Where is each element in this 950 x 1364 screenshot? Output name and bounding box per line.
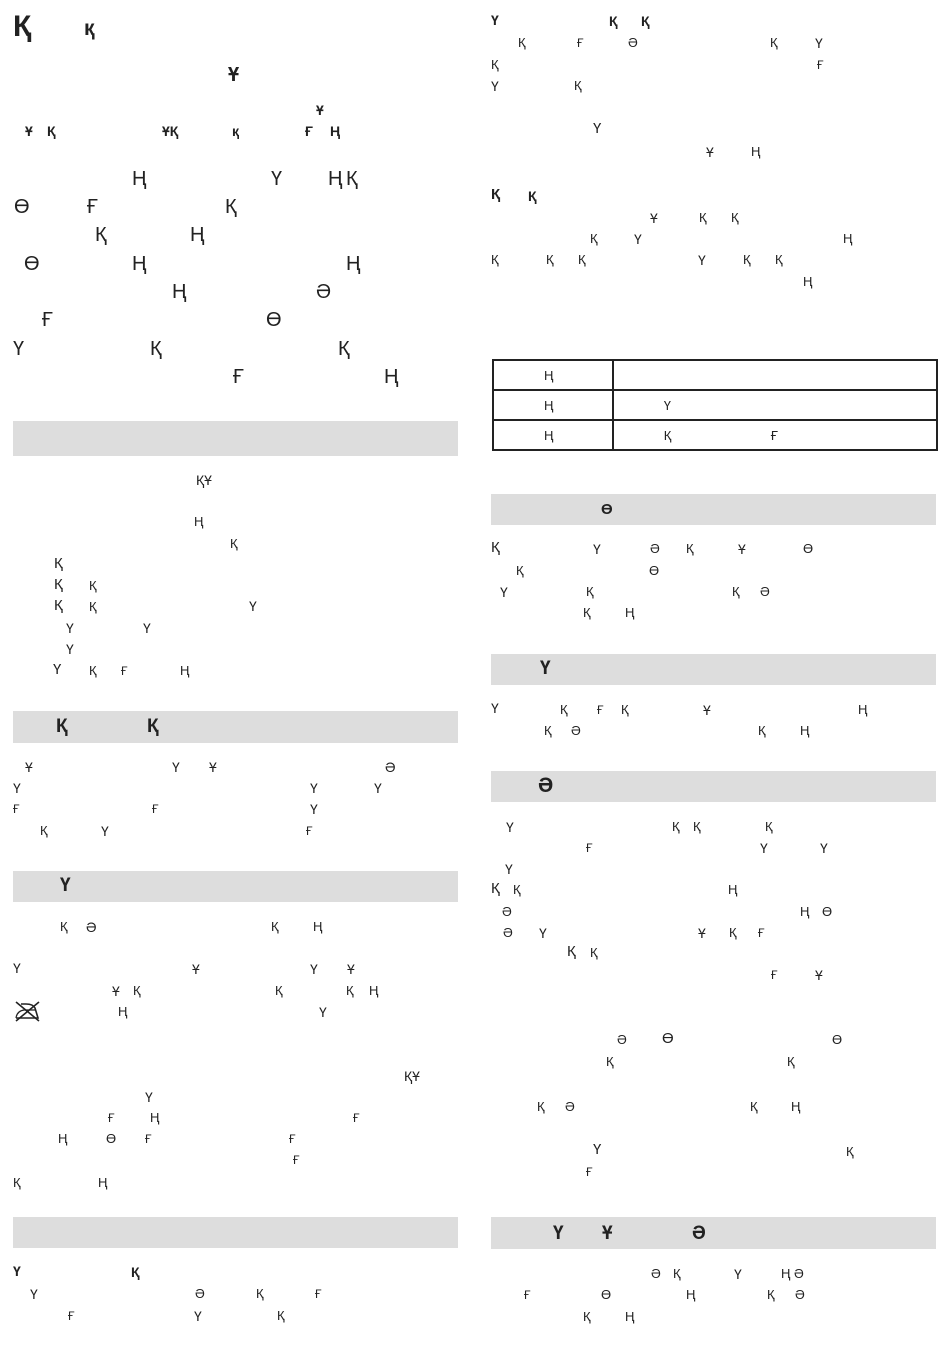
header-glyph: Ұ — [228, 64, 240, 86]
text-glyph: Ү — [172, 759, 180, 775]
text-glyph: Қ — [758, 723, 766, 738]
text-glyph: Ң — [194, 514, 204, 529]
section-heading-glyph: Қ — [56, 716, 68, 737]
text-glyph: Ү — [820, 840, 828, 856]
text-glyph: Ү — [593, 1141, 602, 1158]
text-glyph: Қ — [491, 880, 500, 897]
text-glyph: Қ — [578, 252, 586, 267]
text-glyph: Ү — [194, 1308, 202, 1324]
text-glyph: Ғ — [68, 1309, 75, 1323]
text-glyph: Ү — [143, 620, 151, 636]
text-glyph: Ү — [374, 780, 382, 796]
section-heading-glyph: Ө — [601, 501, 613, 518]
subheading-glyph: Қ — [491, 186, 501, 203]
text-glyph: Қ — [609, 13, 618, 29]
text-glyph: Қ — [641, 13, 650, 29]
section-heading-band — [13, 711, 458, 743]
text-glyph: Ғ — [42, 309, 53, 331]
text-glyph: Қ — [150, 338, 162, 360]
text-glyph: Ө — [24, 253, 40, 275]
subheading-glyph: Қ — [528, 188, 537, 204]
text-glyph: Қ — [846, 1144, 854, 1159]
text-glyph: Қ — [491, 57, 499, 72]
section-heading-glyph: Ә — [692, 1223, 706, 1244]
text-glyph: Ө — [662, 1030, 674, 1047]
text-glyph: Ө — [803, 541, 814, 556]
header-glyph: ҰҚ — [162, 123, 179, 139]
text-glyph: Ғ — [771, 968, 778, 982]
text-glyph: Ұ — [112, 983, 120, 999]
text-glyph: Ұ — [738, 541, 746, 557]
text-glyph: Ә — [571, 723, 581, 738]
text-glyph: Ә — [795, 1287, 805, 1302]
text-glyph: Ү — [13, 960, 21, 976]
text-glyph: Қ — [275, 983, 283, 998]
text-glyph: Ң — [132, 168, 147, 190]
text-glyph: Ұ — [25, 759, 33, 775]
text-glyph: Ғ — [121, 664, 128, 678]
text-glyph: Ө — [266, 309, 282, 331]
text-glyph: Ғ — [586, 1165, 593, 1179]
text-glyph: Ә — [502, 904, 512, 919]
text-glyph: Ә — [195, 1286, 205, 1301]
text-glyph: Ү — [249, 598, 257, 614]
text-glyph: Ғ — [577, 36, 584, 50]
text-glyph: Ң — [150, 1110, 160, 1125]
text-glyph: Ң — [800, 904, 810, 919]
text-glyph: Ө — [14, 196, 30, 218]
text-glyph: Ң — [781, 1266, 791, 1281]
text-glyph: Қ — [731, 210, 739, 225]
text-glyph: Қ — [338, 338, 350, 360]
text-glyph: Қ — [54, 576, 63, 593]
text-glyph: Қ — [770, 35, 778, 50]
text-glyph: ҚҰ — [404, 1068, 420, 1084]
text-glyph: Қ — [606, 1054, 614, 1069]
text-glyph: Қ — [346, 983, 354, 998]
text-glyph: Ү — [593, 541, 601, 557]
text-glyph: Қ — [225, 196, 237, 218]
text-glyph: Қ — [673, 1266, 681, 1281]
text-glyph: Ү — [505, 861, 513, 877]
table-cell: Қ Ғ — [613, 420, 937, 450]
text-glyph: Ү — [319, 1004, 327, 1020]
text-glyph: Ң — [328, 168, 343, 190]
text-glyph: Ғ — [524, 1288, 531, 1302]
text-glyph: Ұ — [650, 210, 658, 226]
text-glyph: Ң — [132, 253, 147, 275]
text-glyph: Ғ — [289, 1132, 296, 1146]
text-glyph: Ө — [649, 563, 660, 578]
text-glyph: Қ — [544, 723, 552, 738]
text-glyph: Қ — [767, 1287, 775, 1302]
text-glyph: Қ — [491, 252, 499, 267]
text-glyph: Ү — [66, 641, 74, 657]
text-glyph: Қ — [131, 1264, 140, 1280]
text-glyph: Ң — [800, 723, 810, 738]
text-glyph: Қ — [750, 1099, 758, 1114]
text-glyph: Ү — [539, 925, 547, 941]
text-glyph: Қ — [95, 224, 107, 246]
text-glyph: Қ — [686, 541, 694, 556]
text-glyph: Ә — [503, 925, 513, 940]
header-glyph: Ұ — [316, 102, 324, 118]
section-heading-glyph: Ү — [540, 658, 551, 679]
text-glyph: Ү — [13, 780, 21, 796]
text-glyph: Ң — [384, 366, 399, 388]
section-heading-band — [13, 1217, 458, 1248]
text-glyph: Қ — [590, 231, 598, 246]
text-glyph: Ү — [698, 252, 706, 268]
text-glyph: Қ — [586, 584, 594, 599]
text-glyph: Ң — [98, 1175, 108, 1190]
text-glyph: Ү — [760, 840, 768, 856]
text-glyph: Қ — [89, 663, 97, 678]
text-glyph: Ң — [346, 253, 361, 275]
text-glyph: Ү — [491, 700, 499, 716]
text-glyph: Ү — [66, 620, 74, 636]
text-glyph: Ө — [106, 1131, 117, 1146]
text-glyph: Ә — [385, 759, 396, 775]
text-glyph: Ң — [803, 274, 813, 289]
section-heading-glyph: Қ — [147, 716, 159, 737]
table-row — [493, 390, 937, 420]
table-cell: Ң — [493, 390, 613, 420]
text-glyph: Ө — [832, 1032, 843, 1047]
text-glyph: Ң — [190, 224, 205, 246]
text-glyph: Қ — [583, 605, 591, 620]
text-glyph: Ү — [310, 780, 318, 796]
text-glyph: Қ — [583, 1309, 591, 1324]
text-glyph: Ү — [310, 961, 318, 977]
text-glyph: Қ — [54, 597, 63, 614]
text-glyph: Ғ — [233, 366, 244, 388]
text-glyph: Ү — [53, 661, 62, 678]
text-glyph: Ұ — [698, 925, 706, 941]
text-glyph: Қ — [567, 943, 576, 960]
text-glyph: Ұ — [209, 759, 217, 775]
text-glyph: Ң — [686, 1287, 696, 1302]
text-glyph: Ң — [751, 144, 761, 159]
table-cell: Ү — [613, 390, 937, 420]
text-glyph: Ү — [734, 1266, 742, 1282]
text-glyph: Қ — [40, 823, 48, 838]
text-glyph: Ұ — [192, 961, 200, 977]
text-glyph: Ә — [86, 919, 97, 935]
text-glyph: Қ — [787, 1054, 795, 1069]
text-glyph: Ү — [506, 819, 514, 835]
text-glyph: Ң — [843, 231, 853, 246]
text-glyph: Қ — [89, 578, 97, 593]
table-row — [493, 420, 937, 450]
title-glyph: Қ — [13, 10, 32, 43]
text-glyph: Ү — [271, 168, 283, 190]
text-glyph: Қ — [89, 599, 97, 614]
text-glyph: Қ — [672, 819, 680, 834]
text-glyph: Қ — [256, 1286, 264, 1301]
section-heading-band — [13, 421, 458, 456]
header-glyph: Ғ — [305, 123, 313, 139]
section-heading-glyph: Ұ — [602, 1223, 613, 1244]
text-glyph: Ү — [145, 1089, 153, 1105]
section-heading-glyph: Ү — [60, 875, 71, 896]
text-glyph: Қ — [54, 555, 63, 572]
text-glyph: Қ — [516, 563, 524, 578]
text-glyph: Ү — [310, 801, 318, 817]
text-glyph: Ң — [625, 605, 635, 620]
text-glyph: Қ — [230, 536, 238, 551]
text-glyph: Ғ — [315, 1287, 322, 1301]
table-cell: Ң — [493, 420, 613, 450]
table-cell — [613, 360, 937, 390]
text-glyph: Қ — [60, 919, 68, 934]
text-glyph: Ү — [491, 78, 499, 94]
text-glyph: Ғ — [145, 1132, 152, 1146]
text-glyph: Қ — [560, 702, 568, 717]
text-glyph: Ү — [634, 231, 642, 247]
text-glyph: Ғ — [817, 58, 824, 72]
text-glyph: Қ — [133, 983, 141, 998]
text-glyph: Ң — [118, 1004, 128, 1019]
section-heading-band — [13, 871, 458, 902]
text-glyph: Ү — [491, 12, 499, 28]
text-glyph: Ң — [858, 702, 868, 717]
section-heading-glyph: Ү — [553, 1223, 564, 1244]
title-glyph: қ — [84, 17, 95, 40]
text-glyph: Қ — [546, 252, 554, 267]
spec-table — [492, 359, 938, 451]
header-glyph: Ң — [330, 123, 341, 139]
text-glyph: Ә — [794, 1266, 804, 1281]
text-glyph: Ғ — [353, 1111, 360, 1125]
text-glyph: Ғ — [306, 824, 313, 838]
header-glyph: қ — [232, 123, 240, 139]
text-glyph: Қ — [271, 919, 279, 934]
table-cell: Ң — [493, 360, 613, 390]
text-glyph: Ғ — [293, 1153, 300, 1167]
text-glyph: Ү — [500, 584, 508, 600]
text-glyph: Ғ — [13, 802, 20, 816]
text-glyph: Қ — [729, 925, 737, 940]
text-glyph: Ө — [601, 1287, 612, 1302]
text-glyph: Ө — [822, 904, 833, 919]
text-glyph: Қ — [13, 1175, 21, 1190]
text-glyph: Ә — [651, 1266, 661, 1281]
header-glyph: Ұ — [25, 123, 33, 139]
text-glyph: Ң — [172, 281, 187, 303]
text-glyph: Ұ — [703, 702, 711, 718]
text-glyph: Ң — [313, 919, 323, 934]
text-glyph: Қ — [743, 252, 751, 267]
text-glyph: Қ — [574, 78, 582, 93]
text-glyph: Қ — [621, 702, 629, 717]
text-glyph: Ғ — [586, 841, 593, 855]
text-glyph: ҚҰ — [196, 472, 212, 488]
text-glyph: Ғ — [152, 802, 159, 816]
text-glyph: Ң — [369, 983, 379, 998]
text-glyph: Ә — [316, 281, 332, 303]
text-glyph: Қ — [513, 882, 521, 897]
text-glyph: Ә — [628, 35, 638, 50]
section-heading-glyph: Ә — [538, 774, 554, 797]
text-glyph: Ү — [815, 35, 823, 51]
text-glyph: Қ — [699, 210, 707, 225]
text-glyph: Ү — [13, 1263, 21, 1279]
text-glyph: Ә — [617, 1032, 627, 1047]
text-glyph: Ә — [760, 584, 770, 599]
text-glyph: Қ — [732, 584, 740, 599]
section-heading-band — [491, 494, 936, 525]
text-glyph: Қ — [765, 819, 773, 834]
text-glyph: Қ — [775, 252, 783, 267]
text-glyph: Қ — [277, 1308, 285, 1323]
text-glyph: Ғ — [597, 703, 604, 717]
text-glyph: Ң — [625, 1309, 635, 1324]
text-glyph: Ү — [593, 120, 602, 137]
text-glyph: Қ — [491, 539, 500, 556]
text-glyph: Ң — [58, 1131, 68, 1146]
section-heading-band — [491, 771, 936, 802]
table-row — [493, 360, 937, 390]
text-glyph: Ң — [791, 1099, 801, 1114]
text-glyph: Ғ — [108, 1111, 115, 1125]
text-glyph: Ң — [180, 663, 190, 678]
text-glyph: Ң — [728, 882, 738, 897]
text-glyph: Қ — [518, 35, 526, 50]
text-glyph: Ү — [13, 338, 25, 360]
text-glyph: Ү — [30, 1286, 38, 1302]
header-glyph: Қ — [47, 123, 56, 139]
text-glyph: Қ — [590, 945, 598, 960]
text-glyph: Ұ — [347, 961, 355, 977]
text-glyph: Ғ — [87, 196, 98, 218]
text-glyph: Ә — [565, 1099, 575, 1114]
text-glyph: Ә — [650, 541, 660, 556]
text-glyph: Ұ — [706, 144, 714, 160]
text-glyph: Ғ — [758, 926, 765, 940]
section-heading-band — [491, 654, 936, 685]
text-glyph: Қ — [537, 1099, 545, 1114]
text-glyph: Ү — [101, 823, 109, 839]
text-glyph: Қ — [693, 819, 701, 834]
text-glyph: Қ — [346, 168, 358, 190]
text-glyph: Ұ — [815, 967, 823, 983]
do-not-iron-icon — [14, 1000, 40, 1022]
